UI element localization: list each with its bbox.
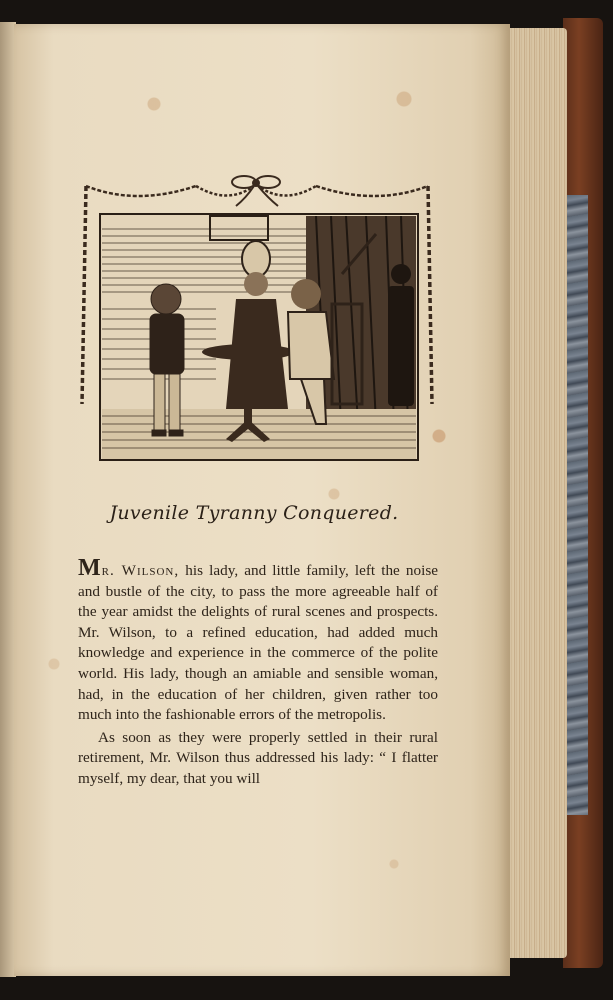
paragraph-1-text: his lady, and little family, left the noise and bustle of the city, to pass the more agreeable half of the year amidst the delights of rural scenes and prospects. Mr. Wilson, to a refined education, had added much knowledge and experience in the commerce of the polite world. His lady, though an amiable and sensible woman, had, in the education of her children, given rather too much into the fashionable errors of the metropolis. xyxy=(78,562,438,724)
smallcaps-name: r. Wilson, xyxy=(101,562,180,579)
marbled-endpaper xyxy=(566,195,588,815)
book-page xyxy=(14,24,510,976)
illustration-caption: Juvenile Tyranny Conquered. xyxy=(109,502,399,524)
page-block-edge xyxy=(505,28,567,958)
ribbon-bow xyxy=(232,176,280,206)
paragraph-2: As soon as they were properly settled in their rural retirement, Mr. Wilson thus addressed his lady: “ I flatter myself, my dear, that you will xyxy=(78,728,438,787)
drop-cap: M xyxy=(78,555,102,581)
body-text xyxy=(78,555,438,790)
engraving-illustration xyxy=(76,174,442,466)
paragraph-1 xyxy=(78,555,438,726)
